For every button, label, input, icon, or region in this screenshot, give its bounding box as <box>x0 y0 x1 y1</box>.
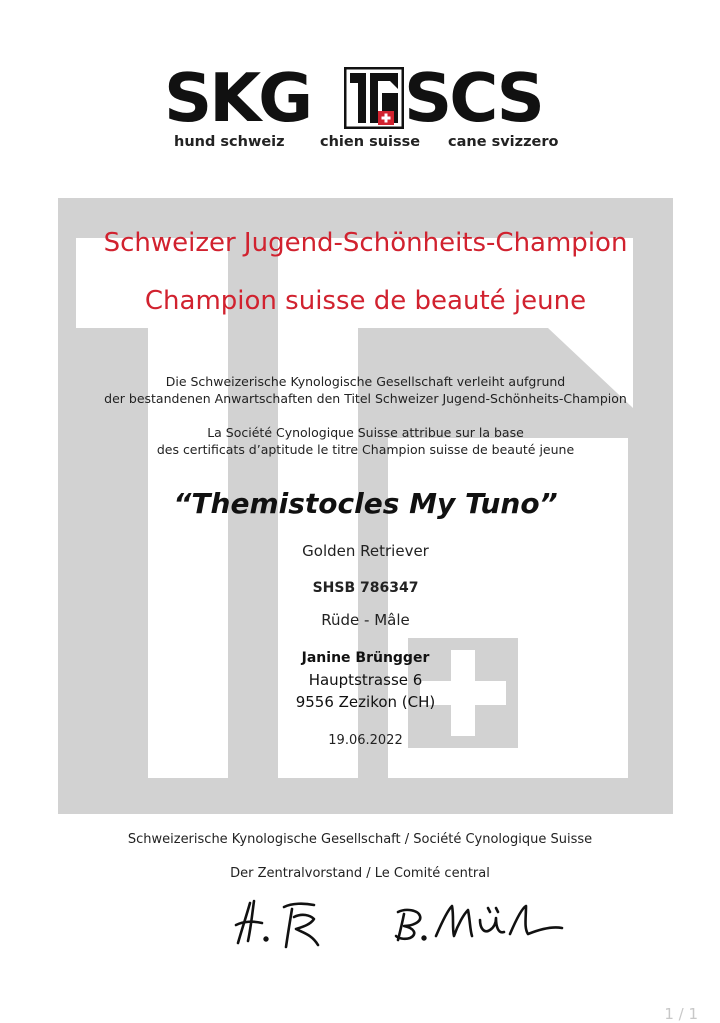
title-de: Schweizer Jugend-Schönheits-Champion <box>103 228 628 258</box>
owner-street: Hauptstrasse 6 <box>308 671 423 689</box>
dog-name: “Themistocles My Tuno” <box>173 487 558 520</box>
logo-subtitle-it: cane svizzero <box>448 134 559 150</box>
footer-board: Der Zentralvorstand / Le Comité central <box>230 866 490 881</box>
logo-emblem-icon <box>344 67 404 129</box>
dog-registry-number: SHSB 786347 <box>312 580 419 596</box>
logo-subtitle-fr: chien suisse <box>320 134 421 150</box>
intro-fr-line2: des certificats d’aptitude le titre Champion suisse de beauté jeune <box>156 442 575 457</box>
logo-scs-text: SCS <box>404 59 542 137</box>
dog-sex: Rüde - Mâle <box>321 611 410 629</box>
certificate-panel <box>58 198 673 814</box>
page-indicator: 1 / 1 <box>664 1005 698 1023</box>
owner-name: Janine Brüngger <box>301 650 430 666</box>
logo-subtitle-de: hund schweiz <box>174 134 285 150</box>
dog-breed: Golden Retriever <box>302 542 429 560</box>
title-fr: Champion suisse de beauté jeune <box>144 286 587 316</box>
skg-scs-logo <box>160 59 570 157</box>
logo-skg-text: SKG <box>164 59 311 137</box>
intro-fr-line1: La Société Cynologique Suisse attribue sur la base <box>207 425 524 440</box>
intro-de-line2: der bestandenen Anwartschaften den Titel Schweizer Jugend-Schönheits-Champion <box>104 391 627 406</box>
owner-city: 9556 Zezikon (CH) <box>295 693 436 711</box>
intro-de-line1: Die Schweizerische Kynologische Gesellschaft verleiht aufgrund <box>165 374 566 389</box>
signature-left <box>232 895 332 955</box>
certificate-date: 19.06.2022 <box>328 733 403 748</box>
signature-right <box>392 900 572 945</box>
footer-organization: Schweizerische Kynologische Gesellschaft / Société Cynologique Suisse <box>127 832 593 847</box>
